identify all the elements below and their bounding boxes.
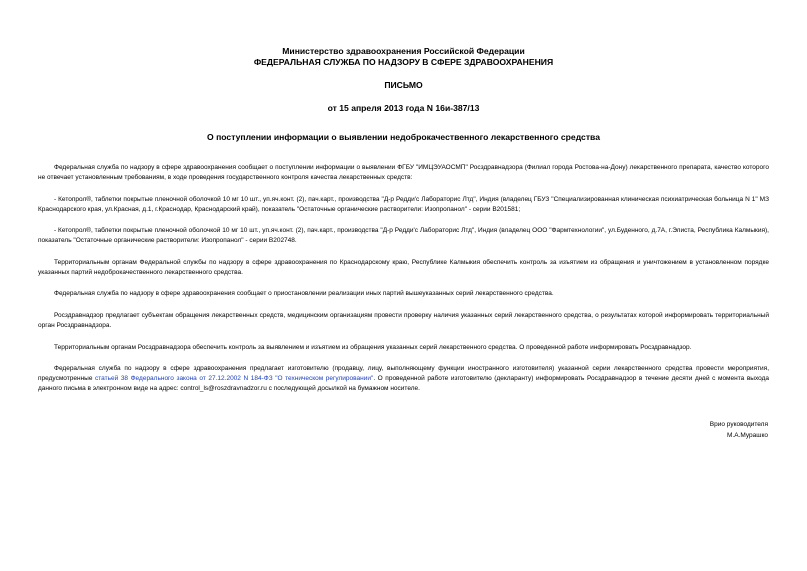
paragraph: Федеральная служба по надзору в сфере здравоохранения сообщает о приостановлении реализации иных партий вышеуказанных серий лекарственного средства. xyxy=(54,290,554,298)
paragraph-text: Федеральная служба по надзору в сфере здравоохранения предлагает изготовителю (продавцу, лицу, выполняющему функции иностранного изготовителя) указанной серии лекарственного средства провести мероприятия, предусмотренные xyxy=(38,365,769,383)
signature-block xyxy=(710,420,768,441)
paragraph xyxy=(38,364,769,394)
document-body xyxy=(38,163,769,406)
document-header xyxy=(0,46,807,114)
document-type: ПИСЬМО xyxy=(384,80,423,90)
paragraph: - Кетопрол®, таблетки покрытые пленочной оболочкой 10 мг 10 шт., уп.яч.конт. (2), пач.карт., производства "Д-р Редди'с Лабораторис Лтд", Индия (владелец ООО "Фармтехнологии", ул.Буденного, д.7А, г.Элиста, Республика Калмыкия), показатель "Остаточные органические растворители: Изопропанол" - серии В202748. xyxy=(38,227,769,245)
paragraph: Росздравнадзор предлагает субъектам обращения лекарственных средств, медицинским организациям провести проверку наличия указанных серий лекарственного средства, о результатах которой информировать территориальный орган Росздравнадзора. xyxy=(38,311,769,329)
signer-title: Врио руководителя xyxy=(709,421,768,428)
document-date-number: от 15 апреля 2013 года N 16и-387/13 xyxy=(327,103,480,113)
paragraph-text: . О проведенной работе изготовителю (декларанту) информировать Росздравнадзор в течение десяти дней с момента выхода данного письма в электронном виде на адрес: control_ls@roszdravnadzor.ru с последующей досылкой на бумажном носителе. xyxy=(38,375,769,393)
service-name: ФЕДЕРАЛЬНАЯ СЛУЖБА ПО НАДЗОРУ В СФЕРЕ ЗДРАВООХРАНЕНИЯ xyxy=(253,57,554,67)
paragraph: Территориальным органам Федеральной службы по надзору в сфере здравоохранения по Краснодарскому краю, Республике Калмыкия обеспечить контроль за изъятием из обращения и уничтожением в установленном порядке указанных партий недоброкачественного лекарственного средства. xyxy=(38,258,769,276)
ministry-name: Министерство здравоохранения Российской Федерации xyxy=(282,46,525,56)
paragraph: Федеральная служба по надзору в сфере здравоохранения сообщает о поступлении информации о выявлении ФГБУ "ИМЦЭУАОСМП" Росздравнадзора (Филиал города Ростова-на-Дону) лекарственного препарата, качество которого не отвечает установленным требованиям, в ходе проведения государственного контроля качества лекарственных средств: xyxy=(38,164,769,181)
law-link[interactable]: статьей 38 Федерального закона от 27.12.2002 N 184-ФЗ "О техническом регулировании" xyxy=(95,375,374,383)
paragraph: Территориальным органам Росздравнадзора обеспечить контроль за выявлением и изъятием из обращения указанных серий лекарственного средства. О проведенной работе информировать Росздравнадзор. xyxy=(54,343,692,351)
signer-name: М.А.Мурашко xyxy=(726,431,768,439)
document-subject: О поступлении информации о выявлении недоброкачественного лекарственного средства xyxy=(207,132,600,142)
paragraph: - Кетопрол®, таблетки покрытые пленочной оболочкой 10 мг 10 шт., уп.яч.конт. (2), пач.карт., производства "Д-р Редди'с Лабораторис Лтд", Индия (владелец ГБУЗ "Специализированная клиническая психиатрическая больница N 1" МЗ Краснодарского края, ул.Красная, д.1, г.Краснодар, Краснодарский край), показатель "Остаточные органические растворители: Изопропанол" - серии В201581; xyxy=(38,195,769,213)
